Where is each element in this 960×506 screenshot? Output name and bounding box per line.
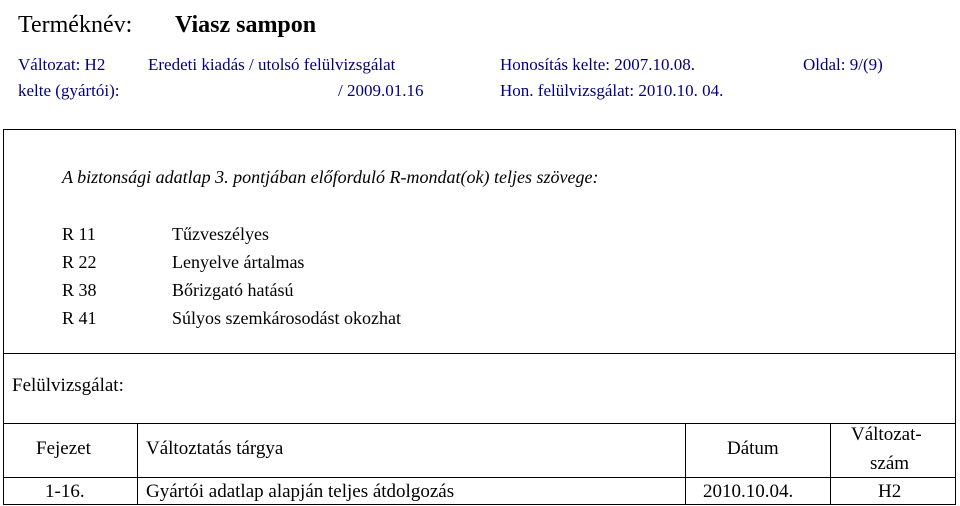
table-col-divider xyxy=(685,423,686,505)
column-header-version-2: szám xyxy=(870,453,910,474)
r-phrase-text: Bőrizgató hatású xyxy=(172,280,294,300)
review-title: Felülvizsgálat: xyxy=(12,375,124,396)
r-phrases-intro: A biztonsági adatlap 3. pontjában előforduló R-mondat(ok) teljes szövege: xyxy=(62,167,599,187)
r-phrase-text: Lenyelve ártalmas xyxy=(172,252,305,272)
product-name: Viasz sampon xyxy=(175,12,317,38)
r-phrase-code: R 38 xyxy=(62,280,97,300)
version-label: Változat: H2 xyxy=(18,55,106,74)
product-label: Terméknév: xyxy=(18,12,133,38)
issue-label: Eredeti kiadás / utolsó felülvizsgálat xyxy=(148,55,396,74)
r-phrase-text: Súlyos szemkárosodást okozhat xyxy=(172,308,401,328)
r-phrase-text: Tűzveszélyes xyxy=(172,224,269,244)
issue-date-value: / 2009.01.16 xyxy=(338,81,424,100)
table-row-subject: Gyártói adatlap alapján teljes átdolgozás xyxy=(146,481,455,502)
table-top-border xyxy=(3,423,956,424)
table-col-divider xyxy=(137,423,138,505)
column-header-chapter: Fejezet xyxy=(36,438,91,459)
table-row-version: H2 xyxy=(878,481,902,502)
table-header-border xyxy=(3,477,956,478)
r-phrase-code: R 41 xyxy=(62,308,97,328)
column-header-version: Változat- xyxy=(851,424,922,445)
table-col-divider xyxy=(830,423,831,505)
section-divider xyxy=(3,353,956,354)
r-phrase-code: R 11 xyxy=(62,224,96,244)
review-date: Hon. felülvizsgálat: 2010.10. 04. xyxy=(500,81,724,100)
page-number: Oldal: 9/(9) xyxy=(803,55,883,74)
r-phrase-code: R 22 xyxy=(62,252,97,272)
adoption-date: Honosítás kelte: 2007.10.08. xyxy=(500,55,696,74)
column-header-date: Dátum xyxy=(727,438,779,459)
table-row-chapter: 1-16. xyxy=(45,481,85,502)
column-header-subject: Változtatás tárgya xyxy=(146,438,284,459)
issue-date-label: kelte (gyártói): xyxy=(18,81,120,100)
table-row-date: 2010.10.04. xyxy=(703,481,794,502)
